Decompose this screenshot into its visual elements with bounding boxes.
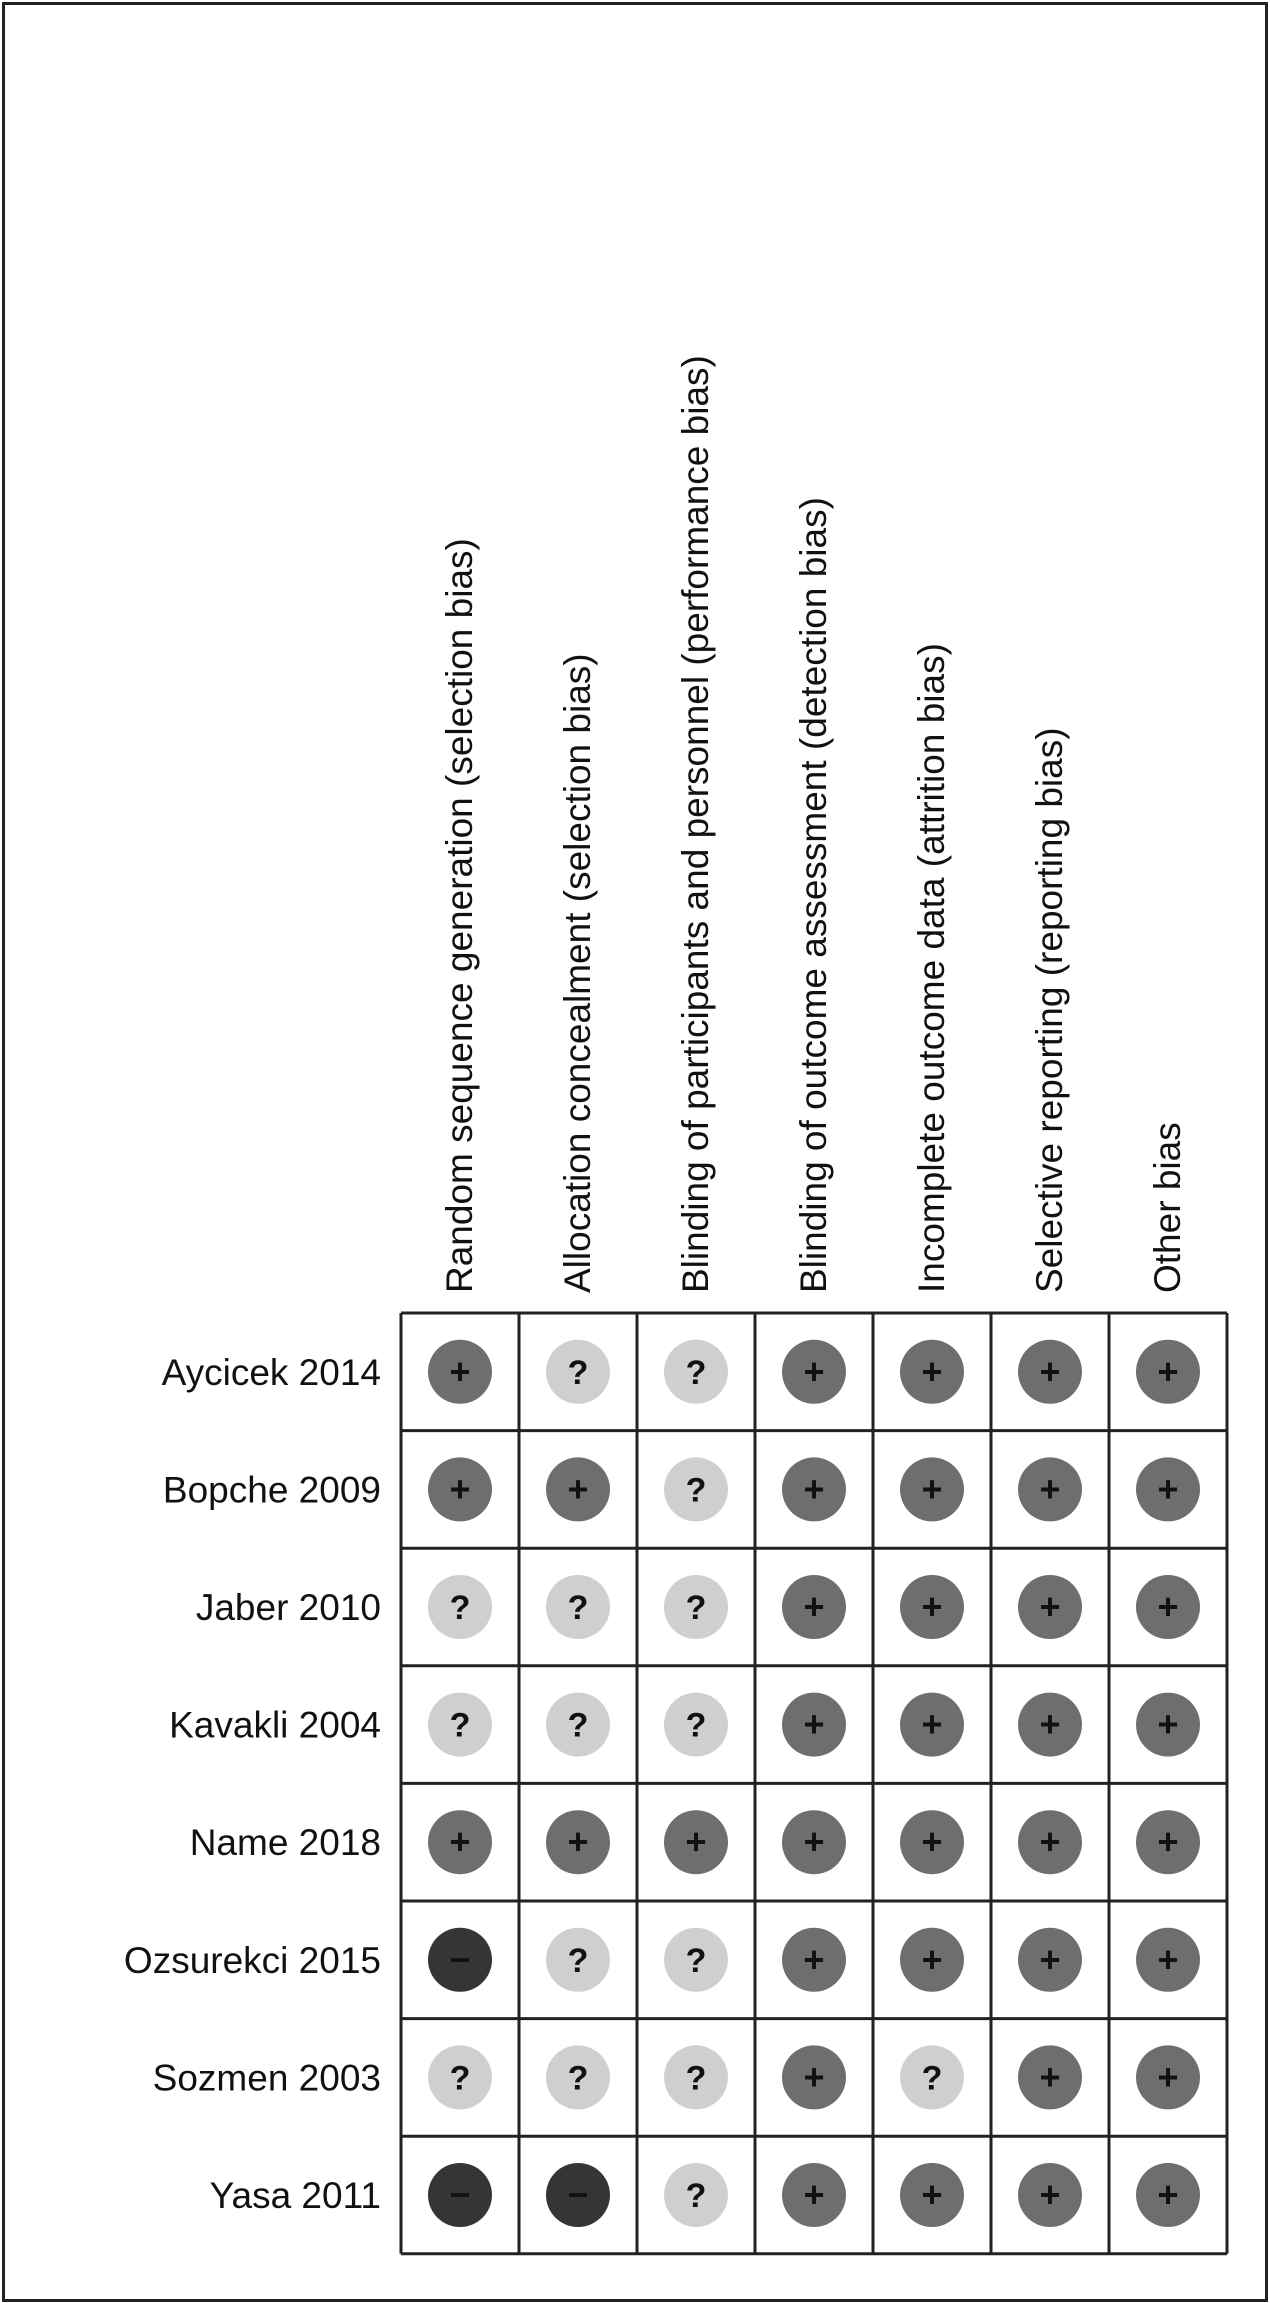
low-risk-icon xyxy=(1136,1457,1200,1521)
risk-of-bias-chart xyxy=(5,5,1265,2299)
study-label: Name 2018 xyxy=(189,1822,381,1864)
column-label: Incomplete outcome data (attrition bias) xyxy=(911,643,952,1293)
low-risk-icon xyxy=(1136,1575,1200,1639)
low-risk-icon xyxy=(782,1457,846,1521)
judgement-glyph: + xyxy=(921,1586,943,1627)
low-risk-icon xyxy=(428,1340,492,1404)
judgement-glyph: ? xyxy=(567,1706,589,1745)
study-label: Kavakli 2004 xyxy=(169,1704,381,1746)
judgement-glyph: ? xyxy=(685,1941,707,1980)
judgement-glyph: ? xyxy=(685,2059,707,2098)
judgement-glyph: + xyxy=(921,1350,943,1392)
judgement-glyph: ? xyxy=(685,1471,707,1510)
study-label: Ozsurekci 2015 xyxy=(123,1939,381,1981)
low-risk-icon xyxy=(1136,1928,1200,1992)
judgement-glyph: ? xyxy=(685,1353,707,1392)
unclear-risk-icon xyxy=(546,1575,610,1639)
judgement-glyph: + xyxy=(803,1350,825,1392)
low-risk-icon xyxy=(782,1928,846,1992)
judgement-glyph: + xyxy=(1039,2056,1061,2098)
low-risk-icon xyxy=(1136,1810,1200,1874)
low-risk-icon xyxy=(900,1810,964,1874)
judgement-glyph: + xyxy=(1039,1586,1061,1627)
unclear-risk-icon xyxy=(428,2045,492,2109)
low-risk-icon xyxy=(1018,1693,1082,1757)
judgement-glyph: + xyxy=(1039,1350,1061,1392)
low-risk-icon xyxy=(1018,1457,1082,1521)
judgement-glyph: + xyxy=(685,1821,707,1863)
column-label: Blinding of participants and personnel (performance bias) xyxy=(675,355,716,1293)
column-label: Blinding of outcome assessment (detection bias) xyxy=(793,497,834,1293)
unclear-risk-icon xyxy=(664,1457,728,1521)
column-label: Random sequence generation (selection bias) xyxy=(439,538,480,1293)
low-risk-icon xyxy=(1018,2045,1082,2109)
study-label: Bopche 2009 xyxy=(162,1469,381,1511)
judgement-glyph: + xyxy=(1157,1821,1179,1863)
judgement-glyph: + xyxy=(803,1586,825,1627)
low-risk-icon xyxy=(900,1457,964,1521)
column-label: Selective reporting (reporting bias) xyxy=(1029,727,1070,1293)
low-risk-icon xyxy=(782,1693,846,1757)
judgement-glyph: ? xyxy=(685,2177,707,2215)
low-risk-icon xyxy=(664,1810,728,1874)
low-risk-icon xyxy=(900,1693,964,1757)
low-risk-icon xyxy=(900,1575,964,1639)
judgement-glyph: + xyxy=(449,1821,471,1863)
judgement-glyph: + xyxy=(449,1468,471,1510)
judgement-glyph: + xyxy=(921,1468,943,1510)
low-risk-icon xyxy=(782,1575,846,1639)
judgement-glyph: + xyxy=(1157,1350,1179,1392)
low-risk-icon xyxy=(1018,1575,1082,1639)
judgement-glyph: + xyxy=(449,1350,471,1392)
low-risk-icon xyxy=(900,1340,964,1404)
low-risk-icon xyxy=(900,2163,964,2227)
judgement-glyph: + xyxy=(803,2056,825,2098)
low-risk-icon xyxy=(546,1457,610,1521)
low-risk-icon xyxy=(1018,2163,1082,2227)
high-risk-icon xyxy=(546,2163,610,2227)
low-risk-icon xyxy=(782,1810,846,1874)
study-label: Yasa 2011 xyxy=(209,2175,381,2216)
judgement-grid xyxy=(401,1313,1227,2254)
judgement-glyph: − xyxy=(449,2174,471,2215)
unclear-risk-icon xyxy=(664,2163,728,2227)
low-risk-icon xyxy=(782,1340,846,1404)
judgement-glyph: + xyxy=(803,1703,825,1745)
judgement-glyph: + xyxy=(1039,2174,1061,2215)
row-labels xyxy=(124,1352,381,2216)
unclear-risk-icon xyxy=(664,1575,728,1639)
judgement-glyph: + xyxy=(921,1703,943,1745)
judgement-glyph: ? xyxy=(685,1706,707,1745)
judgement-glyph: + xyxy=(567,1468,589,1510)
low-risk-icon xyxy=(1136,1693,1200,1757)
low-risk-icon xyxy=(1018,1340,1082,1404)
judgement-glyph: + xyxy=(803,1938,825,1980)
unclear-risk-icon xyxy=(546,1340,610,1404)
judgement-glyph: + xyxy=(1157,1586,1179,1627)
low-risk-icon xyxy=(1018,1810,1082,1874)
column-label: Allocation concealment (selection bias) xyxy=(557,653,598,1293)
low-risk-icon xyxy=(900,1928,964,1992)
judgement-glyph: + xyxy=(1157,1703,1179,1745)
unclear-risk-icon xyxy=(664,1693,728,1757)
judgement-glyph: + xyxy=(803,1468,825,1510)
judgement-glyph: ? xyxy=(449,1589,471,1627)
unclear-risk-icon xyxy=(428,1693,492,1757)
low-risk-icon xyxy=(1018,1928,1082,1992)
judgement-glyph: − xyxy=(449,1938,471,1980)
low-risk-icon xyxy=(428,1457,492,1521)
study-label: Sozmen 2003 xyxy=(152,2057,381,2099)
unclear-risk-icon xyxy=(546,1693,610,1757)
low-risk-icon xyxy=(782,2045,846,2109)
judgement-glyph: + xyxy=(1039,1703,1061,1745)
column-label: Other bias xyxy=(1147,1122,1188,1293)
unclear-risk-icon xyxy=(546,2045,610,2109)
judgement-glyph: ? xyxy=(449,1706,471,1745)
unclear-risk-icon xyxy=(428,1575,492,1639)
judgement-glyph: ? xyxy=(449,2059,471,2098)
judgement-glyph: + xyxy=(1157,2056,1179,2098)
low-risk-icon xyxy=(546,1810,610,1874)
unclear-risk-icon xyxy=(664,1340,728,1404)
low-risk-icon xyxy=(1136,2163,1200,2227)
high-risk-icon xyxy=(428,2163,492,2227)
judgement-glyph: + xyxy=(1039,1468,1061,1510)
low-risk-icon xyxy=(782,2163,846,2227)
low-risk-icon xyxy=(1136,2045,1200,2109)
judgement-glyph: + xyxy=(1157,1938,1179,1980)
judgement-glyph: ? xyxy=(567,2059,589,2098)
unclear-risk-icon xyxy=(546,1928,610,1992)
judgement-glyph: + xyxy=(921,1938,943,1980)
judgement-glyph: + xyxy=(921,1821,943,1863)
high-risk-icon xyxy=(428,1928,492,1992)
judgement-glyph: + xyxy=(921,2174,943,2215)
low-risk-icon xyxy=(428,1810,492,1874)
study-label: Jaber 2010 xyxy=(195,1587,381,1628)
judgement-glyph: ? xyxy=(567,1941,589,1980)
judgement-glyph: ? xyxy=(567,1353,589,1392)
judgement-glyph: + xyxy=(1157,2174,1179,2215)
judgement-glyph: + xyxy=(1157,1468,1179,1510)
judgement-glyph: − xyxy=(567,2174,589,2215)
column-labels xyxy=(439,355,1188,1293)
unclear-risk-icon xyxy=(900,2045,964,2109)
judgement-glyph: ? xyxy=(921,2059,943,2098)
judgement-glyph: ? xyxy=(567,1589,589,1627)
unclear-risk-icon xyxy=(664,1928,728,1992)
judgement-glyph: + xyxy=(1039,1938,1061,1980)
judgement-glyph: + xyxy=(567,1821,589,1863)
study-label: Aycicek 2014 xyxy=(161,1351,381,1393)
judgement-glyph: + xyxy=(803,2174,825,2215)
low-risk-icon xyxy=(1136,1340,1200,1404)
judgement-glyph: + xyxy=(1039,1821,1061,1863)
judgement-glyph: + xyxy=(803,1821,825,1863)
risk-of-bias-figure xyxy=(2,2,1268,2302)
unclear-risk-icon xyxy=(664,2045,728,2109)
judgement-glyph: ? xyxy=(685,1589,707,1627)
